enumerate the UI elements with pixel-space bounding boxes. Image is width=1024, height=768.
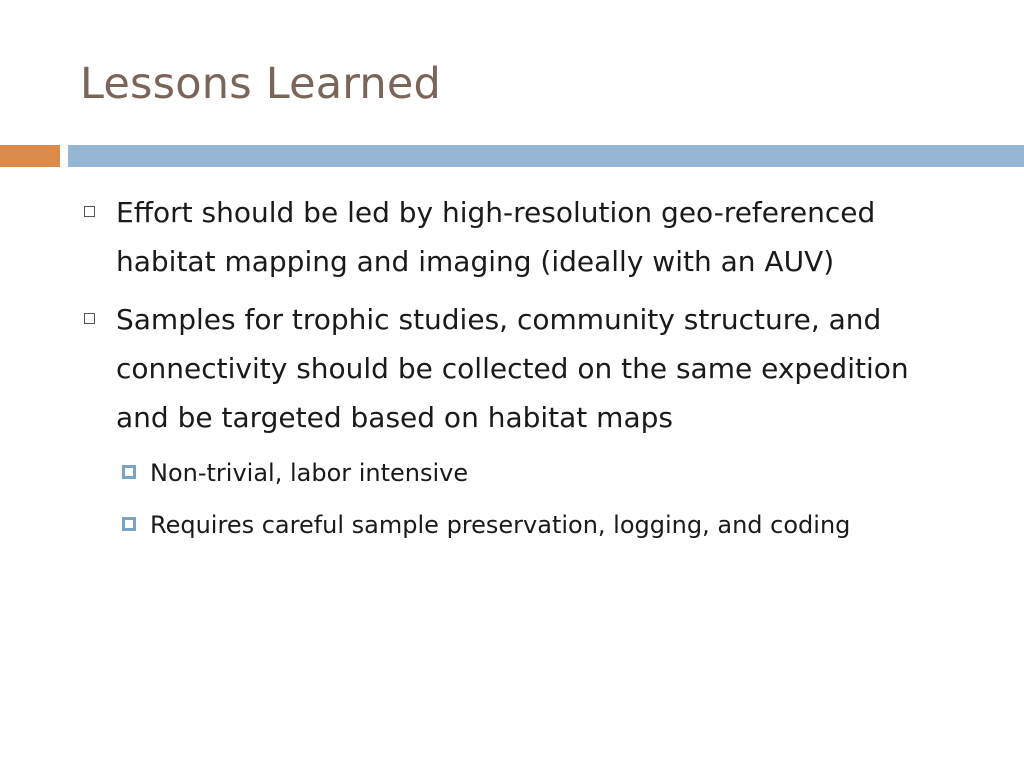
- filled-square-bullet-icon: [122, 517, 136, 531]
- hollow-square-bullet-icon: [84, 206, 95, 217]
- title-rule-blue: [68, 145, 1024, 167]
- hollow-square-bullet-icon: [84, 313, 95, 324]
- bullet-item: [80, 188, 936, 286]
- bullet-text: Effort should be led by high-resolution geo-referenced habitat mapping and imaging (ideally with an AUV): [116, 196, 876, 278]
- slide-content: [80, 188, 980, 555]
- title-rule-orange: [0, 145, 60, 167]
- bullet-item: [80, 295, 936, 442]
- sub-bullet-text: Requires careful sample preservation, logging, and coding: [150, 511, 851, 539]
- sub-bullet-item: [80, 503, 910, 547]
- bullet-text: Samples for trophic studies, community structure, and connectivity should be collected on the same expedition and be targeted based on habitat maps: [116, 303, 909, 434]
- sub-bullet-item: [80, 451, 910, 495]
- sub-bullet-text: Non-trivial, labor intensive: [150, 459, 469, 487]
- filled-square-bullet-icon: [122, 465, 136, 479]
- slide-title: Lessons Learned: [80, 59, 442, 109]
